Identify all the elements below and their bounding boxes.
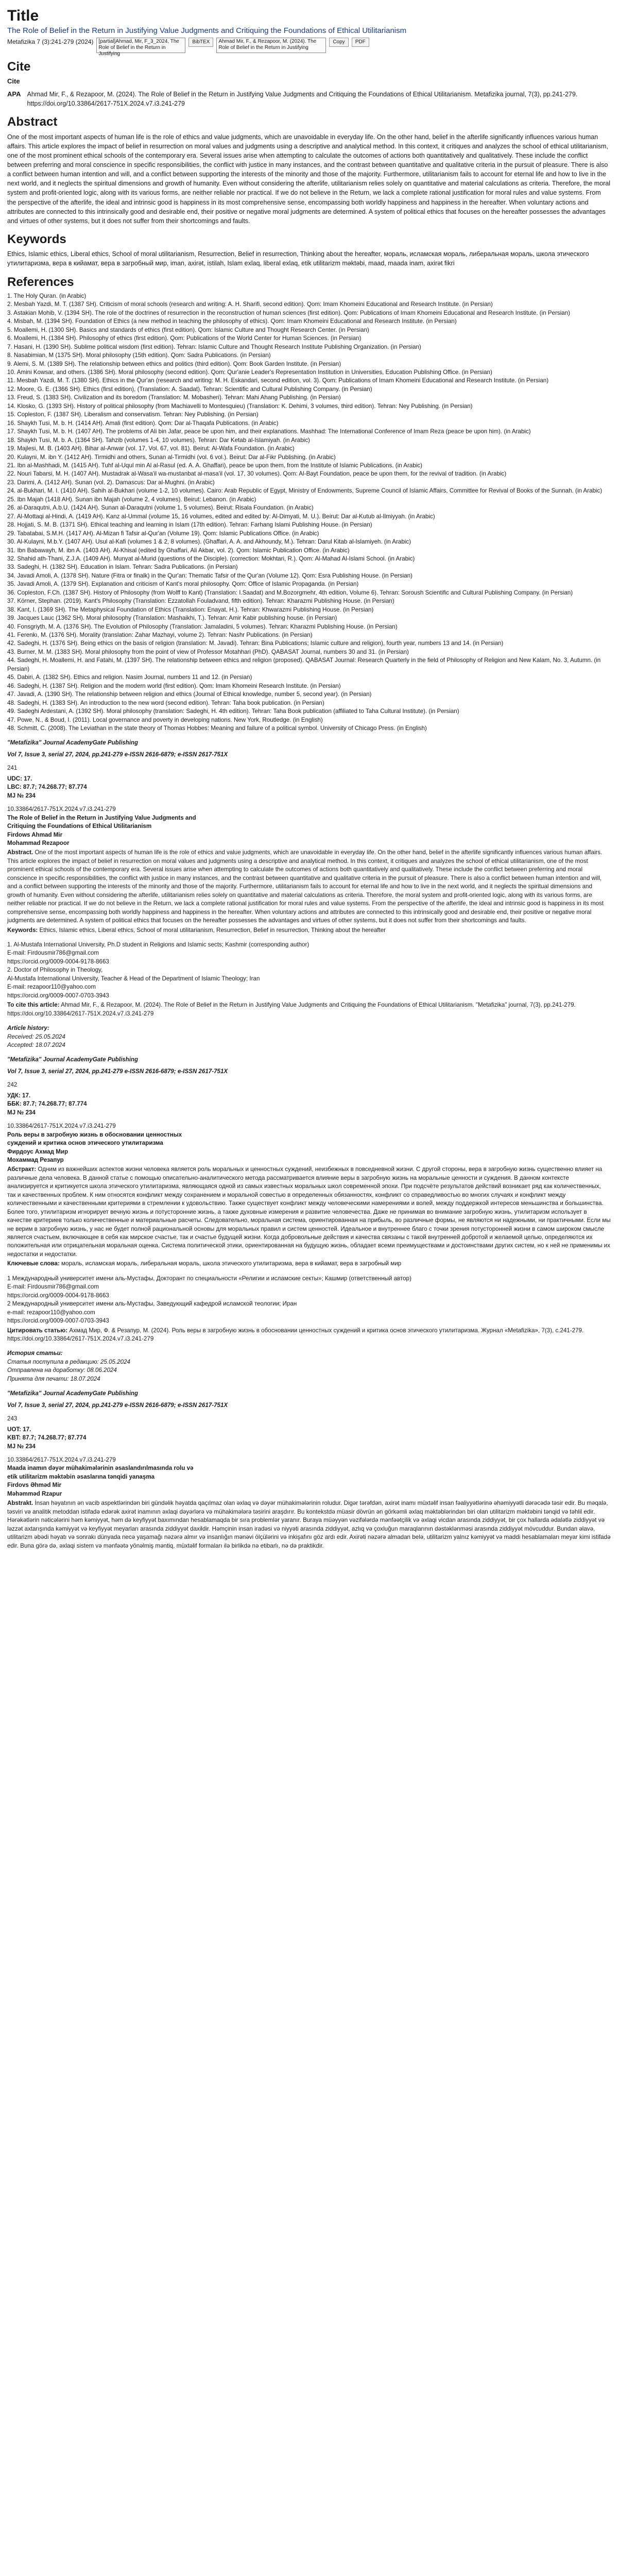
cite-heading: Cite xyxy=(7,59,31,74)
article-title-az: Maada inamın dəyər mühakimələrinin əsaslandırılmasında rolu və xyxy=(7,1465,194,1472)
citation-row xyxy=(7,90,611,108)
reference-item: 6. Moallemi, H. (1384 SH). Philosophy of ethics (first edition). Qom: Publications of the World Center for Human Sciences. (in Persian) xyxy=(7,335,362,342)
email-2-ru[interactable]: e-mail: rezapoor110@yahoo.com xyxy=(7,1309,95,1316)
reference-item: 19. Majlesi, M. B. (1403 AH). Bihar al-Anwar (vol. 17, Vol. 67, vol. 81). Beirut: Al-Wafa Foundation. (in Arabic) xyxy=(7,445,295,452)
reference-item: 10. Amini Kowsar, and others. (1386 SH). Moral philosophy (second edition). Qom: Qur'anie Leader's Representation Institution in Universities, Education Publishing Office. (in Persian) xyxy=(7,368,492,376)
abstract-ru: Одним из важнейших аспектов жизни человека является роль моральных и ценностных суждений, неизбежных в повседневной жизни. С другой стороны, вера в загробную жизнь существенно влияет на различные дела человека. В данной статье с помощью описательно-аналитического метода рассматривается влияние веры в загробную жизнь на моральные ценности и суждения. В данном контексте анализируется и критикуется школа этического утилитаризма, являющаяся одной из самых известных моральных школ современной эпохи. При подсчёте результатов действий возникает ряд как количественных, так и качественных проблем. К ним относятся конфликт между сохранением и моральной совестью в определенных обязанностях, конфликт со справедливостью во многих случаях и конфликт между количественными и качественными критериями в стремлении к удовольствию. Также существует конфликт между человеческими намерениями и волей, между поддержкой интересов меньшинства и большинства. Более того, утилитаризм игнорирует вечную жизнь и потусторонние жизнь, а также духовные измерения и развитие человечества. Даже не принимая во внимание загробную жизнь, утилитаризм использует в качестве критериев только количественные и материальные расчеты. Следовательно, моральная система, ориентированная на прибыль, во различные формы, не являются ни надежными, ни практичными. Если мы не верим в загробную жизнь, у нас не будет полной рациональной основы для моральных правил и систем ценностей. Идеальное и внутреннее благо с точки зрения потусторонней жизни в самом широком смысле является счастьем, включающее в себя как мирское счастье, так и счастье будущей жизни. Когда добровольные действия и качества связаны с такой внутренней добротой и желаемой целью, определяются их положительная или отрицательная моральная оценка. Система политической этики, ориентированная на будущую жизнь, обладает всеми преимуществами и достоинствами других систем, но к ней не применимы их недостатки и недостатки. xyxy=(7,1166,611,1258)
author-2: Mohammad Rezapoor xyxy=(7,840,70,846)
lbc-az: KBT: 87.7; 74.268.77; 87.774 xyxy=(7,1434,87,1442)
reference-item: 41. Ferenkı, M. (1376 SH). Morality (translation: Zahar Mazhayi, volume 2). Tehran: Nashr Publications. (in Persian) xyxy=(7,632,313,639)
reference-item: 21. Ibn al-Mashhadi, M. (1415 AH). Tuhf al-Uqul min Al al-Rasul (ed. A. A. Ghaffari), peace be upon them, from the Institute of Islamic Publications. (in Arabic) xyxy=(7,462,422,469)
reference-item: 18. Shaykh Tusi, M. b. A. (1364 SH). Tahzib (volumes 1-4, 10 volumes). Tehran: Dar Ketab al-Islamiyah. (in Arabic) xyxy=(7,436,310,444)
doi-az[interactable]: 10.33864/2617-751X.2024.v7.i3.241-279 xyxy=(7,1456,116,1463)
udc: UDC: 17. xyxy=(7,775,32,782)
reference-item: 28. Hojjati, S. M. B. (1371 SH). Ethical teaching and learning in Islam (17th edition). Tehran: Farhang Islami Publishing House. (in Persian) xyxy=(7,521,372,529)
volume-line: Vol 7, Issue 3, serial 27, 2024, pp.241-279 e-ISSN 2616-6879; e-ISSN 2617-751X xyxy=(7,751,228,758)
affiliation-1-ru: 1 Международный университет имени аль-Мустафы, Докторант по специальности «Религии и исламские секты»; Кашмир (ответственный автор) xyxy=(7,1275,411,1282)
orcid-2-ru[interactable]: https://orcid.org/0009-0007-0703-3943 xyxy=(7,1317,109,1325)
keywords-text: Ethics, Islamic ethics, Liberal ethics, School of moral utilitarianism, Resurrection, Belief in resurrection, Thinking about the hereafter, мораль, исламская мораль, либеральная мораль, школа этического утилитаризма, вера в кийамат, вера в загробный мир, iman, axirət, istilah, Islam exlaq, liberal exlaq, etik utilitarizm məktəbi, maad, maada inam, axirət fikri xyxy=(7,250,589,267)
affiliation-2: 2. Doctor of Philosophy in Theology, xyxy=(7,967,103,974)
lbc-ru: ББК: 87.7; 74.268.77; 87.774 xyxy=(7,1100,87,1108)
reference-item: 29. Tabatabai, S.M.H. (1417 AH). Al-Mizan fi Tafsir al-Qur'an (Volume 19). Qom: Islamic Publications Office. (in Arabic) xyxy=(7,530,319,537)
reference-item: 23. Darimi, A. (1412 AH). Sunan (vol. 2). Damascus: Dar al-Mughni. (in Arabic) xyxy=(7,479,215,486)
reference-item: 42. Sadeghi, H. (1376 SH). Being ethics on the basis of religion (translation: M. Javadi). Tehran: Bina Publications; Islamic culture and religion), fourth year, numbers 13 and 14. (in Persian) xyxy=(7,640,504,647)
author-1-az: Firdovs Əhməd Mir xyxy=(7,1482,62,1489)
volume-line-az: Vol 7, Issue 3, serial 27, 2024, pp.241-279 e-ISSN 2616-6879; e-ISSN 2617-751X xyxy=(7,1401,228,1409)
journal-line: "Metafizika" Journal AcademyGate Publishing xyxy=(7,739,139,747)
reference-item: 25. Ibn Majah (1418 AH). Sunan ibn Majah (volume 2, 4 volumes). Beirut: Lebanon. (in Arabic) xyxy=(7,496,256,503)
reference-item: 11. Mesbah Yazdi, M. T. (1380 SH). Ethics in the Qur'an (research and writing: M. H. Eskandari, second edition, vol. 3). Qom: Publications of Imam Khomeini Educational and Research Institute. (in Persian) xyxy=(7,377,549,384)
history-label-ru: История статьи: xyxy=(7,1350,63,1357)
article-title-ru-2: суждений и критика основ этического утилитаризма xyxy=(7,1140,163,1147)
references-heading: References xyxy=(7,275,74,289)
author-1-ru: Фирдоус Ахмад Мир xyxy=(7,1148,68,1155)
email-1-ru[interactable]: E-mail: Firdousmir786@gmail.com xyxy=(7,1283,99,1291)
references-list xyxy=(7,292,611,733)
page-number-az: 243 xyxy=(7,1415,18,1422)
email-1[interactable]: E-mail: Firdousmir786@gmail.com xyxy=(7,950,99,957)
keywords-label: Keywords: xyxy=(7,926,38,934)
abstract-text: One of the most important aspects of human life is the role of ethics and value judgments, which are unavoidable in everyday life. On the other hand, belief in the afterlife significantly influences various human affairs. This article explores the impact of belief in resurrection on moral values and judgments using a descriptive and analytical method. In this context, it critiques and analyzes the school of ethical utilitarianism, one of the most prominent ethical schools of the contemporary era. Several issues arise when attempting to calculate the outcomes of actions both quantitatively and qualitatively. These include the conflict between preferring and moral conscience in specific responsibilities, the conflict with justice in many instances, and the contrast between quantitative and qualitative criteria in the pursuit of pleasure. There is also a conflict between human intention and will, and a conflict between supporting the interests of the minority and those of the majority. Furthermore, utilitarianism fails to account for eternal life and how to live in the next world, and it neglects the spiritual dimensions and growth of humanity. Even without considering the afterlife, utilitarianism relies solely on quantitative and material calculations as criteria. Therefore, the moral system and profit-oriented logic, along with its various forms, are neither reliable nor practical. If we do not believe in the Return, we lack a complete rational justification for moral rules and value systems. From the perspective of the afterlife, the ideal and intrinsic good is happiness in its most comprehensive sense, encompassing both worldly happiness and happiness in the hereafter. When voluntary actions and attributes are connected to this intrinsically good and desirable end, their positive or negative moral judgments are determined. A system of political ethics that focuses on the hereafter possesses the advantages and virtues of other systems, but it does not suffer from their shortcomings and faults. xyxy=(7,133,610,225)
cite-style-label: APA xyxy=(7,90,21,98)
abstract-label-ru: Абстракт: xyxy=(7,1166,37,1173)
reference-item: 2. Mesbah Yazdi, M. T. (1387 SH). Criticism of moral schools (research and writing: A. H. Sharifi, second edition). Qom: Imam Khomeini Educational and Research Institute. (in Persian) xyxy=(7,301,493,308)
article-title-en-2: Critiquing the Foundations of Ethical Utilitarianism xyxy=(7,823,152,830)
reference-item: 43. Burner, M. M. (1383 SH). Moral philosophy from the point of view of Professor Motahhari (PhD). QABASAT Journal, numbers 30 and 31. (in Persian) xyxy=(7,648,409,655)
volume-line-ru: Vol 7, Issue 3, serial 27, 2024, pp.241-279 e-ISSN 2616-6879; e-ISSN 2617-751X xyxy=(7,1067,228,1075)
bibtex-preview[interactable]: [partial]Ahmad, Mir, F_3_2024, The Role of Belief in the Return in Justifying xyxy=(96,38,185,53)
cite-label: To cite this article: xyxy=(7,1002,60,1009)
email-2[interactable]: E-mail: rezapoor110@yahoo.com xyxy=(7,984,96,991)
doi-ru[interactable]: 10.33864/2617-751X.2024.v7.i3.241-279 xyxy=(7,1123,116,1130)
reference-item: 33. Sadeghi, H. (1382 SH). Education in Islam. Tehran: Sadra Publications. (in Persian) xyxy=(7,564,238,571)
keywords-label-ru: Ключевые слова: xyxy=(7,1260,60,1267)
received-date: Received: 25.05.2024 xyxy=(7,1033,65,1040)
author-1: Firdows Ahmad Mir xyxy=(7,831,63,838)
history-label: Article history: xyxy=(7,1025,49,1032)
azerbaijani-article-header xyxy=(7,1389,611,1550)
cite-subheading: Cite xyxy=(7,77,20,86)
page-number-ru: 242 xyxy=(7,1081,18,1089)
keywords-heading: Keywords xyxy=(7,232,66,246)
mj-id: MJ № 234 xyxy=(7,792,36,799)
reference-item: 35. Javadi Amoli, A. (1379 SH). Explanation and criticism of Kant's moral philosophy. Qom: Office of Islamic Propaganda. (in Persian) xyxy=(7,581,359,588)
reference-item: 30. Al-Kulayni, M.b.Y. (1407 AH). Usul al-Kafi (volumes 1 & 2, 8 volumes). (Ghaffari, A. A. and Akhoundy, M.). Tehran: Darul Kitab al-Islamiyeh. (in Arabic) xyxy=(7,538,411,546)
reference-item: 14. Klosko, G. (1393 SH). History of political philosophy (from Machiavelli to Montesquieu) (Translation: K. Dehimi, 3 volumes, third edition). Tehran: Ney Publishing. (in Persian) xyxy=(7,402,473,410)
copy-button[interactable]: Copy xyxy=(329,38,348,47)
russian-article-header xyxy=(7,1056,611,1383)
pdf-button[interactable]: PDF xyxy=(352,38,369,47)
reference-item: 36. Copleston, F.Ch. (1387 SH). History of Philosophy (from Wolff to Kant) (Translation: I.Saadat) and M.Bozorgmehr, 4th edition, Volume 6). Tehran: Soroush Scientific and Cultural Publishing Company. (in Persian) xyxy=(7,589,573,596)
accepted-date: Accepted: 18.07.2024 xyxy=(7,1041,65,1048)
reference-item: 22. Nouri Tabarsi, M. H. (1407 AH). Mustadrak al-Wasa'il wa-mustanbat al-masa'il (vol. 17, 30 volumes). Qom: Al-Bayt Foundation, peace be upon them, for the revival of tradition. (in Arabic) xyxy=(7,470,507,478)
lbc: LBC: 87.7; 74.268.77; 87.774 xyxy=(7,784,87,791)
cite-ru: Ахмад Мир, Ф. & Резапур, М. (2024). Роль веры в загробную жизнь в обосновании ценностных суждений и критика основ этического утилитаризма. Журнал «Metafizika», 7(3), с.241-279. https://doi.org/10.33864/2617-751X.2024.v7.i3.241-279 xyxy=(7,1327,584,1343)
reference-item: 8. Nasabimian, M (1375 SH). Moral philosophy (15th edition). Qom: Sadra Publications. (in Persian) xyxy=(7,352,271,359)
abstract-az: İnsan həyatının ən vacib aspektlərindən biri gündəlik həyatda qaçılmaz olan əxlaq və dəyər mühakimələrinin roludur. Digər tərəfdən, axirət inamı müxtəlif insan fəaliyyətlərinə əhəmiyyətli dərəcədə təsir edir. Bu məqalə, təsviri və analitik metoddan istifadə edərək axirət inamının əxlaqi dəyərlərə və mühakimələrə təsirini araşdırır. Bu kontekstdə müasir dövrün ən görkəmli əxlaq məktəblərindən biri olan utilitarizm məktəbini tənqid və təhlil edir. Hərəkətlərin nəticələrini həm kəmiyyət, həm də keyfiyyət baxımından hesablamaqda bir sıra problemlər yaranır. Buraya müəyyən vəzifələrdə mənfəətçilik və əxlaqi vicdan arasında ziddiyyət, bir çox hallarda ədalətlə ziddiyyət və ləzzət axtarışında kəmiyyət və keyfiyyət meyarları arasında ziddiyyət daxildir. Həmçinin insan iradəsi və niyyəti arasında ziddiyyət, azlıq və çoxluğun maraqlarının dəstəklənməsi arasında ziddiyyət mövcuddur. Bundan əlavə, utilitarizm əbədi həyatı və sonrakı dünyada necə yaşamağı nəzərə almır və insanlığın mənəvi ölçülərini və inkişafını göz ardı edir. Axirəti nəzərə almadan belə, utilitarizm yalnız kəmiyyət və maddi hesablamaları meyar kimi istifadə edir. Buna görə də, əxlaqi sistem və mənfəətə yönəlmiş məntiq, müxtəlif formaları ilə birlikdə nə etibarlı, nə də praktikdir. xyxy=(7,1500,611,1549)
reference-item: 32. Shahid ath-Thani, Z.J.A. (1409 AH). Munyat al-Murid (questions of the Disciple). (correction: Mokhtari, R.). Qom: Al-Mahad Al-Islami School. (in Arabic) xyxy=(7,555,415,562)
reference-item: 9. Alemi, S. M. (1389 SH). The relationship between ethics and politics (third edition). Qom: Book Garden Institute. (in Persian) xyxy=(7,360,341,367)
english-article-header xyxy=(7,739,611,1049)
reference-item: 15. Copleston, F. (1387 SH). Liberalism and conservatism. Tehran: Ney Publishing. (in Persian) xyxy=(7,411,259,418)
reference-item: 7. Hasani, H. (1390 SH). Sublime political wisdom (first edition). Tehran: Islamic Culture and Thought Research Institute Publishing Organization. (in Persian) xyxy=(7,343,421,350)
cite-en: Ahmad Mir, F., & Rezapoor, M. (2024). The Role of Belief in the Return in Justifying Value Judgments and Critiquing the Foundations of Ethical Utilitarianism. "Metafizika" journal, 7(3), pp.241-279. https://doi.org/10.33864/2617-751X.2024.v7.i3.241-279 xyxy=(7,1002,576,1017)
reference-item: 39. Jacques Lauc (1362 SH). Moral philosophy (Translation: Mashaikhi, T.). Tehran: Amir Kabir publishing house. (in Persian) xyxy=(7,615,337,622)
reference-item: 45. Dabiri, A. (1382 SH). Ethics and religion. Nasim Journal, numbers 11 and 12. (in Persian) xyxy=(7,674,252,681)
abstract-en: One of the most important aspects of human life is the role of ethics and value judgments, which are unavoidable in everyday life. On the other hand, belief in the afterlife significantly influences various human affairs. This article explores the impact of belief in resurrection on moral values and judgments using a descriptive and analytical method. In this context, it critiques and analyzes the school of ethical utilitarianism, one of the most prominent ethical schools of the contemporary era. Several issues arise when attempting to calculate the outcomes of actions both quantitatively and qualitatively. These include the conflict between preferring and moral conscience in specific responsibilities, the conflict with justice in many instances, and the contrast between quantitative and qualitative criteria in the pursuit of pleasure. There is also a conflict between human intention and will, and a conflict between supporting the interests of the minority and those of the majority. Furthermore, utilitarianism fails to account for eternal life and how to live in the next world, and it neglects the spiritual dimensions and growth of humanity. Even without considering the afterlife, utilitarianism relies solely on quantitative and material calculations as criteria. Therefore, the moral system and profit-oriented logic, along with its various forms, are neither reliable nor practical. If we do not believe in the Return, we lack a complete rational justification for moral rules and value systems. From the perspective of the afterlife, the ideal and intrinsic good is happiness in its most comprehensive sense, encompassing both worldly happiness and happiness in the hereafter. When voluntary actions and attributes are connected to this intrinsically good and desirable end, their positive or negative moral judgments are determined. A system of political ethics that focuses on the hereafter possesses the advantages and virtues of other systems, but it does not suffer from their shortcomings and faults. xyxy=(7,849,604,924)
reference-item: 48. Schmitt, C. (2008). The Leviathan in the state theory of Thomas Hobbes: Meaning and failure of a political symbol. University of Chicago Press. (in English) xyxy=(7,725,427,732)
citation-text: Ahmad Mir, F., & Rezapoor, M. (2024). The Role of Belief in the Return in Justifying Value Judgments and Critiquing the Foundations of Ethical Utilitarianism. Metafizika journal, 7(3), pp.241-279. https://doi.org/10.33864/2617-751X.2024.v7.i3.241-279 xyxy=(27,90,578,108)
bibtex-button[interactable]: BibTEX xyxy=(188,38,213,47)
author-2-az: Məhəmməd Rzapur xyxy=(7,1490,62,1497)
reference-item: 20. Kulayni, M. ibn Y. (1412 AH). Tirmidhi and others, Sunan al-Tirmidhi (vol. 6 vol.). Beirut: Dar al-Fikr Publishing. (in Arabic) xyxy=(7,453,336,461)
orcid-1-ru[interactable]: https://orcid.org/0009-0004-9178-8663 xyxy=(7,1292,109,1299)
reference-item: 44. Sadeghi, H. Moallemi, H. and Fatahi, M. (1397 SH). The relationship between ethics and religion (proposed). QABASAT Journal: Research Quarterly in the field of Philosophy of Religion and New Kalam, No. 3, Autumn. (in Persian) xyxy=(7,657,601,672)
reference-item: 12. Moore, G. E. (1366 SH). Ethics (first edition), (Translation: A. Saadat). Tehran: Scientific and Cultural Publishing Company. (in Persian) xyxy=(7,385,372,393)
cite-label-ru: Цитировать статью: xyxy=(7,1327,68,1334)
article-title-ru: Роль веры в загробную жизнь в обосновании ценностных xyxy=(7,1131,182,1138)
page-number: 241 xyxy=(7,765,18,772)
reference-item: 47. Javadi, A. (1390 SH). The relationship between religion and ethics (Journal of Ethical knowledge, number 5, second year). (in Persian) xyxy=(7,691,372,698)
udc-az: UOT: 17. xyxy=(7,1426,31,1433)
mj-id-ru: MJ № 234 xyxy=(7,1109,36,1116)
abstract-label: Abstract. xyxy=(7,849,33,856)
affiliation-1: 1. Al-Mustafa International University, Ph.D student in Religions and Islamic sects; Kashmir (corresponding author) xyxy=(7,941,310,948)
reference-item: 37. Körner, Stephan. (2019). Kant's Philosophy (Translation: Ezzatollah Fouladvand, fifth edition). Tehran: Kharazmi Publishing House. (in Persian) xyxy=(7,598,394,605)
affiliation-2b: Al-Mustafa International University, Teacher & Head of the Department of Islamic Theology; Iran xyxy=(7,975,260,982)
article-title: The Role of Belief in the Return in Justifying Value Judgments and Critiquing the Foundations of Ethical Utilitarianism xyxy=(7,26,407,35)
reference-item: 13. Freud, S. (1383 SH). Civilization and its boredom (Translation: M. Mobasheri). Tehran: Mahi Ahang Publishing. (in Persian) xyxy=(7,394,341,401)
reference-item: 34. Javadi Amoli, A. (1378 SH). Nature (Fitra or finalk) in the Qur'an: Thematic Tafsir of the Qur'an (Volume 12). Qom: Esra Publishing House. (in Persian) xyxy=(7,572,413,579)
title-heading: Title xyxy=(7,7,39,24)
reference-item: 26. al-Daraqutni, A.b.U. (1424 AH). Sunan al-Daraqutni (volume 1, 5 volumes). Beirut: Risala Foundation. (in Arabic) xyxy=(7,504,314,512)
orcid-2[interactable]: https://orcid.org/0009-0007-0703-3943 xyxy=(7,992,109,999)
doi[interactable]: 10.33864/2617-751X.2024.v7.i3.241-279 xyxy=(7,806,116,813)
citation-preview[interactable]: Ahmad Mir, F., & Rezapoor, M. (2024). The Role of Belief in the Return in Justifying xyxy=(216,38,326,53)
reference-item: 38. Kant, I. (1369 SH). The Metaphysical Foundation of Ethics (Translation: Enayat, H.). Tehran: Khwarazmi Publishing House. (in Persian) xyxy=(7,606,374,613)
accepted-date-ru: Принята для печати: 18.07.2024 xyxy=(7,1375,100,1382)
reference-item: 49. Sadeghi Ardestani, A. (1392 SH). Moral philosophy (translation: Sadeghi, H. 4th edition). Tehran: Taha Book publication (affiliated to Taha Cultural Institute). (in Persian) xyxy=(7,708,459,715)
journal-line-az: "Metafizika" Journal AcademyGate Publishing xyxy=(7,1390,139,1397)
orcid-1[interactable]: https://orcid.org/0009-0004-9178-8663 xyxy=(7,958,109,965)
reference-item: 16. Shaykh Tusi, M. b. H. (1414 AH). Amali (first edition). Qom: Dar al-Thaqafa Publications. (in Arabic) xyxy=(7,419,279,427)
abstract-heading: Abstract xyxy=(7,115,58,129)
udc-ru: УДК: 17. xyxy=(7,1092,31,1099)
reference-item: 47. Powe, N., & Boud, I. (2011). Local governance and poverty in developing nations. New York, Routledge. (in English) xyxy=(7,716,323,723)
reference-item: 1. The Holy Quran. (in Arabic) xyxy=(7,292,87,299)
keywords-ru: мораль, исламская мораль, либеральная мораль, школа этического утилитаризма, вера в кийамат, вера в загробный мир xyxy=(61,1260,402,1267)
reference-item: 17. Shaykh Tusi, M. b. H. (1407 AH). The problems of Ali bin Jafar, peace be upon him, and their explanations. Mashhad: The International Conference of Imam Reza (peace be upon him). (in Arabic) xyxy=(7,428,531,435)
reference-item: 40. Fonsgriyth, M. A. (1376 SH). The Evolution of Philosophy (Translation: Jamaladini, 5 volumes). Tehran: Kharazmi Publishing House. (in Persian) xyxy=(7,623,398,630)
reference-item: 24. al-Bukhari, M. I. (1410 AH). Sahih al-Bukhari (volume 1-2, 10 volumes). Cairo: Arab Republic of Egypt, Ministry of Endowments, Supreme Council of Islamic Affairs, Committee for Revival of Books of the Sunnah. (in Arabic) xyxy=(7,487,603,495)
journal-line-ru: "Metafizika" Journal AcademyGate Publishing xyxy=(7,1056,139,1063)
reference-item: 31. Ibn Babawayh, M. ibn A. (1403 AH). Al-Khisal (edited by Ghaffari, Ali Akbar, vol. 2). Qom: Islamic Publication Office. (in Arabic) xyxy=(7,547,350,554)
reference-item: 5. Moallemi, H. (1300 SH). Basics and standards of ethics (first edition). Qom: Islamic Culture and Thought Research Center. (in Persian) xyxy=(7,326,369,333)
affiliation-2-ru: 2 Международный университет имени аль-Мустафы, Заведующий кафедрой исламской теологии; Иран xyxy=(7,1300,297,1308)
article-title-en: The Role of Belief in the Return in Justifying Value Judgments and xyxy=(7,814,196,821)
article-title-az-2: etik utilitarizm məktəbin əsaslarına tənqidi yanaşma xyxy=(7,1473,155,1480)
meta-source: Metafizika 7 (3):241-279 (2024) xyxy=(7,38,94,45)
reference-item: 27. Al-Mottaqi al-Hindi, A. (1419 AH). Kanz al-Ummal (volume 15, 16 volumes, edited and edited by: Al-Dimyati, M. U.). Beirut: Dar al-Kutub al-Ilmiyyah. (in Arabic) xyxy=(7,513,435,520)
reference-item: 48. Sadeghi, H. (1383 SH). An introduction to the new word (second edition). Tehran: Taha book publication. (in Persian) xyxy=(7,699,324,706)
received-date-ru: Статья поступила в редакцию: 25.05.2024 xyxy=(7,1358,131,1365)
reference-item: 3. Astakian Mohib, V. (1394 SH). The role of the doctrines of resurrection in the reconstruction of human sciences (first edition). Qom: Publications of Imam Khomeini Educational and Research Institute. (in Persian) xyxy=(7,309,570,316)
author-2-ru: Мохаммад Резапур xyxy=(7,1156,64,1163)
reference-item: 4. Misbah, M. (1394 SH). Foundation of Ethics (a new method in teaching the philosophy of ethics). Qom: Imam Khomeini Educational and Research Institute. (in Persian) xyxy=(7,318,457,325)
reference-item: 46. Sadeghi, H. (1387 SH). Religion and the modern world (first edition). Qom: Imam Khomeini Research Institute. (in Persian) xyxy=(7,682,341,689)
revision-date-ru: Отправлена на доработку: 08.06.2024 xyxy=(7,1367,117,1374)
abstract-label-az: Abstrakt. xyxy=(7,1500,33,1507)
mj-id-az: MJ № 234 xyxy=(7,1443,36,1450)
meta-toolbar xyxy=(7,38,611,57)
keywords-en: Ethics, Islamic ethics, Liberal ethics, School of moral utilitarianism, Resurrection, Belief in resurrection, Thinking about the hereafter xyxy=(39,926,386,934)
